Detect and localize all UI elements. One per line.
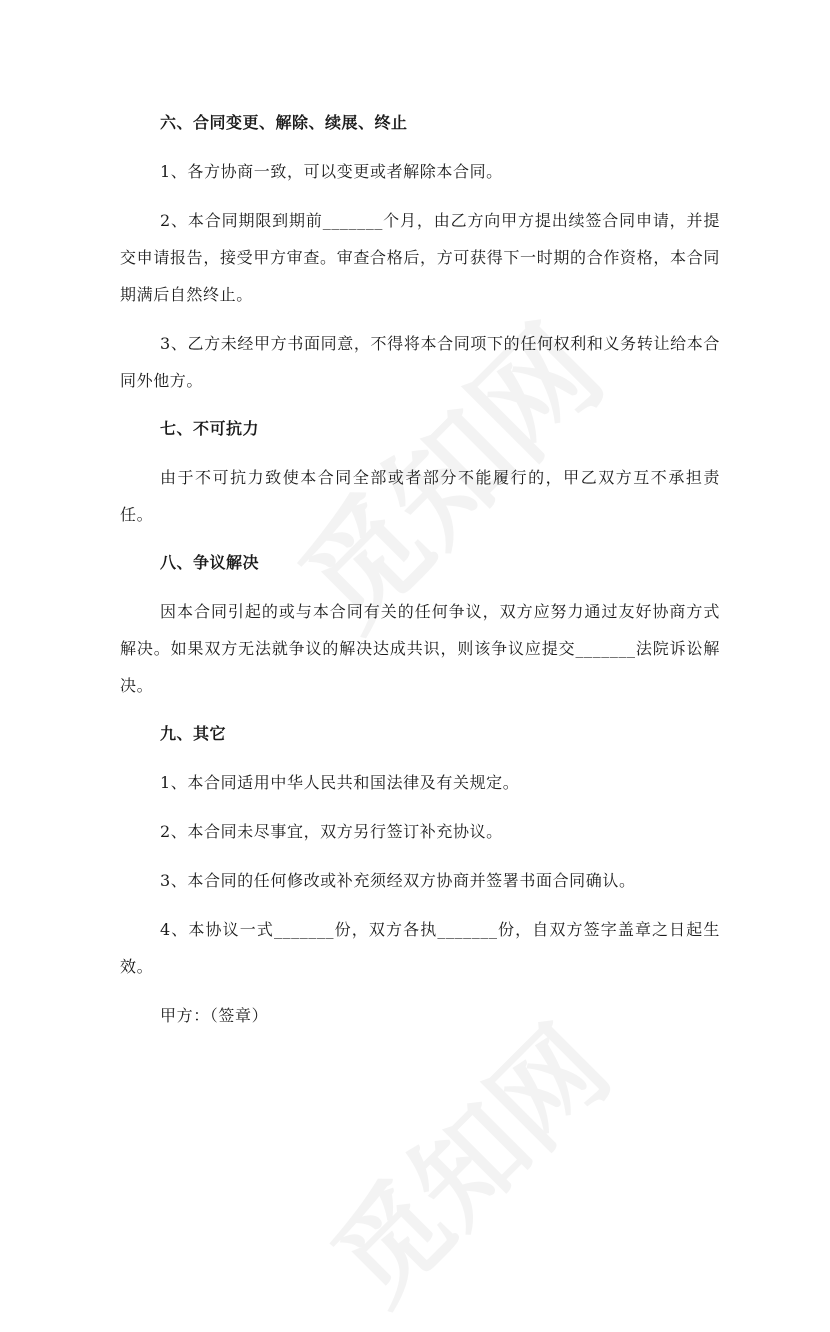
clause-paragraph: 2、本合同期限到期前_______个月，由乙方向甲方提出续签合同申请，并提交申请报告，接受甲方审查。审查合格后，方可获得下一时期的合作资格，本合同期满后自然终止。 bbox=[120, 211, 720, 304]
party-a-signature-line: 甲方：（签章） bbox=[160, 1006, 269, 1025]
section-heading: 八、争议解决 bbox=[160, 553, 260, 572]
clause-paragraph: 由于不可抗力致使本合同全部或者部分不能履行的，甲乙双方互不承担责任。 bbox=[120, 468, 720, 524]
section-heading: 七、不可抗力 bbox=[160, 419, 260, 438]
contract-body bbox=[120, 105, 720, 1046]
clause-paragraph: 4、本协议一式_______份，双方各执_______份，自双方签字盖章之日起生效。 bbox=[120, 920, 720, 976]
section-heading: 九、其它 bbox=[160, 724, 227, 743]
clause-paragraph: 因本合同引起的或与本合同有关的任何争议，双方应努力通过友好协商方式解决。如果双方无法就争议的解决达成共识，则该争议应提交_______法院诉讼解决。 bbox=[120, 602, 720, 695]
clause-paragraph: 1、各方协商一致，可以变更或者解除本合同。 bbox=[160, 162, 503, 181]
section-heading: 六、合同变更、解除、续展、终止 bbox=[160, 113, 408, 132]
section-dispute-resolution bbox=[120, 545, 720, 704]
section-change-termination bbox=[120, 105, 720, 399]
clause-paragraph: 1、本合同适用中华人民共和国法律及有关规定。 bbox=[160, 773, 520, 792]
section-miscellaneous bbox=[120, 716, 720, 985]
section-force-majeure bbox=[120, 411, 720, 533]
clause-paragraph: 3、本合同的任何修改或补充须经双方协商并签署书面合同确认。 bbox=[160, 871, 636, 890]
clause-paragraph: 2、本合同未尽事宜，双方另行签订补充协议。 bbox=[160, 822, 503, 841]
clause-paragraph: 3、乙方未经甲方书面同意，不得将本合同项下的任何权利和义务转让给本合同外他方。 bbox=[120, 334, 720, 390]
